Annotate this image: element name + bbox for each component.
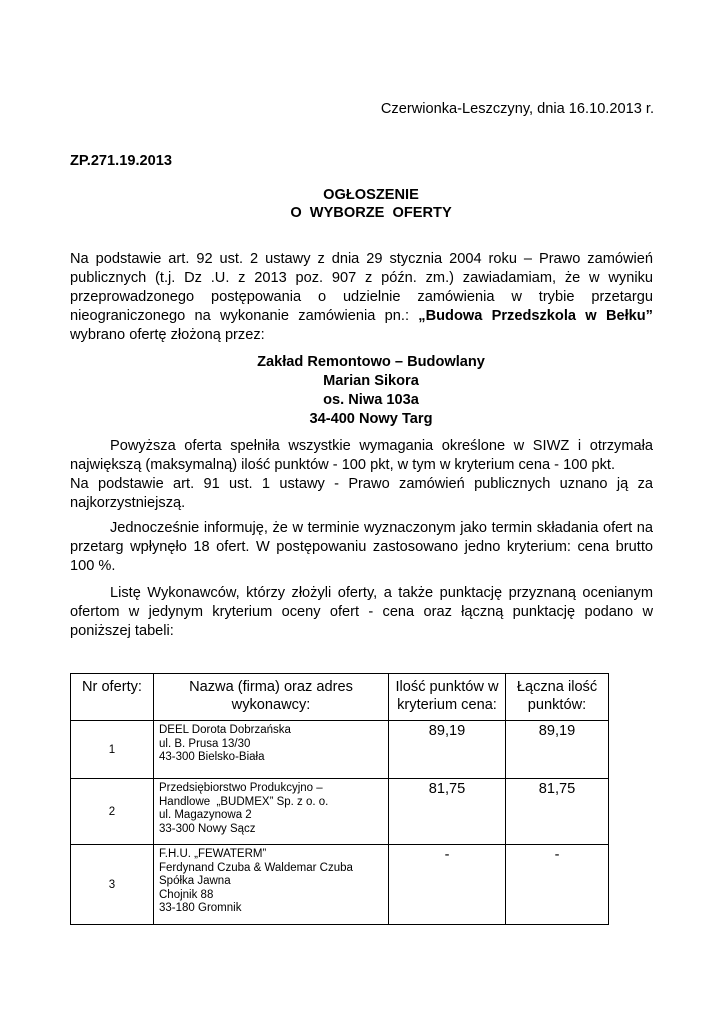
contractor-line: ul. Magazynowa 2 — [159, 809, 252, 821]
table-header-row — [71, 674, 609, 721]
contractor-line: Ferdynand Czuba & Waldemar Czuba — [159, 861, 353, 874]
offer-number: 2 — [71, 779, 154, 845]
intro-text: Na podstawie art. 92 ust. 2 ustawy z dnia 29 stycznia 2004 roku – Prawo zamówień publicznych (t.j. Dz .U. z 2013 poz. 907 z późn. zm.) zawiadamiam, że w wyniku przeprowadzonego postępowania o udzielnie zamówienia w trybie przetargu nieograniczonego na wykonanie zamówienia pn.: — [70, 251, 653, 324]
offer-contractor — [154, 721, 389, 779]
header-nr: Nr oferty: — [71, 674, 154, 721]
document-title — [0, 186, 724, 222]
header-total: Łączna ilość punktów: — [506, 674, 609, 721]
offer-total: 89,19 — [506, 721, 609, 779]
result-line-2: Na podstawie art. 91 ust. 1 ustawy - Prawo zamówień publicznych uznano ją za najkorzystniejszą. — [70, 476, 653, 511]
list-paragraph — [70, 584, 653, 641]
winner-street: os. Niwa 103a — [323, 392, 419, 408]
contractor-line: 33-180 Gromnik — [159, 902, 242, 914]
info-text: Jednocześnie informuję, że w terminie wyznaczonym jako termin składania ofert na przetarg wpłynęło 18 ofert. W postępowaniu zastosowano jedno kryterium: cena brutto 100 %. — [70, 520, 653, 574]
table-row — [71, 779, 609, 845]
contractor-line: Handlowe „BUDMEX” Sp. z o. o. — [159, 795, 329, 808]
winner-company: Zakład Remontowo – Budowlany — [257, 354, 485, 370]
contractor-line: DEEL Dorota Dobrzańska — [159, 724, 291, 736]
offer-total: - — [506, 845, 609, 925]
offer-points: 81,75 — [389, 779, 506, 845]
result-line-1: Powyższa oferta spełniła wszystkie wymagania określone w SIWZ i otrzymała największą (maksymalną) ilość punktów - 100 pkt, w tym w kryterium cena - 100 pkt. — [70, 438, 653, 473]
offer-points: 89,19 — [389, 721, 506, 779]
contractor-line: Przedsiębiorstwo Produkcyjno – — [159, 782, 323, 794]
winner-city: 34-400 Nowy Targ — [309, 411, 433, 427]
winner-block — [0, 353, 724, 429]
title-line-2: O WYBORZE OFERTY — [290, 205, 452, 221]
contractor-line: Chojnik 88 — [159, 888, 214, 901]
place-date: Czerwionka-Leszczyny, dnia 16.10.2013 r. — [380, 101, 654, 117]
list-text: Listę Wykonawców, którzy złożyli oferty, a także punktację przyznaną ocenianym ofertom w jedynym kryterium oceny ofert - cena oraz łączną punktację podano w poniższej tabeli: — [70, 585, 653, 639]
winner-person: Marian Sikora — [323, 373, 419, 389]
title-line-1: OGŁOSZENIE — [323, 187, 419, 203]
offer-number: 1 — [71, 721, 154, 779]
offer-contractor — [154, 779, 389, 845]
table-row — [71, 721, 609, 779]
offer-points: - — [389, 845, 506, 925]
reference-number: ZP.271.19.2013 — [70, 153, 172, 169]
offer-number: 3 — [71, 845, 154, 925]
result-paragraph — [70, 437, 653, 513]
contractor-line: 33-300 Nowy Sącz — [159, 822, 256, 835]
offers-table — [70, 673, 609, 925]
intro-tail: wybrano ofertę złożoną przez: — [70, 327, 265, 343]
offer-contractor — [154, 845, 389, 925]
project-name: „Budowa Przedszkola w Bełku” — [418, 308, 653, 324]
info-paragraph — [70, 519, 653, 576]
header-name: Nazwa (firma) oraz adres wykonawcy: — [154, 674, 389, 721]
contractor-line: Spółka Jawna — [159, 875, 231, 887]
intro-paragraph — [70, 250, 653, 345]
contractor-line: F.H.U. „FEWATERM” — [159, 848, 267, 860]
table-row — [71, 845, 609, 925]
header-points: Ilość punktów w kryterium cena: — [389, 674, 506, 721]
offer-total: 81,75 — [506, 779, 609, 845]
contractor-line: ul. B. Prusa 13/30 — [159, 737, 251, 750]
contractor-line: 43-300 Bielsko-Biała — [159, 751, 265, 763]
